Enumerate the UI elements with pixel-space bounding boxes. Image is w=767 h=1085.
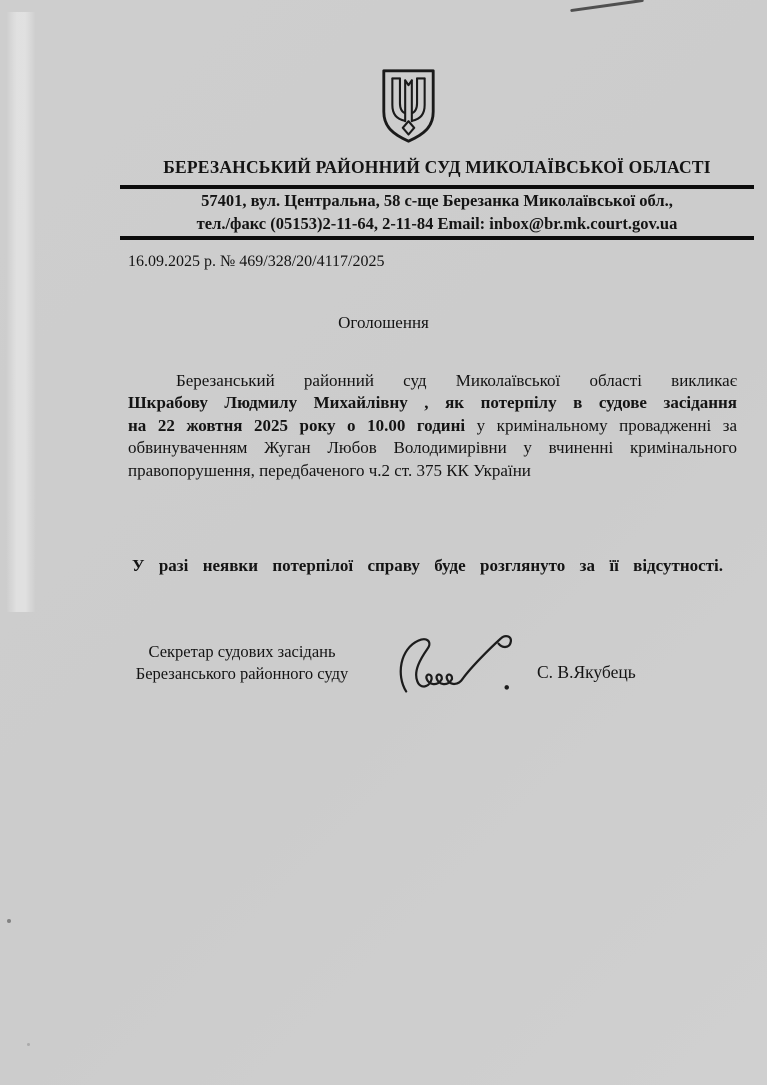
scan-speck — [7, 919, 11, 923]
scan-speck — [27, 1043, 30, 1046]
announcement-paragraph — [128, 370, 737, 482]
paragraph-segment: у кримінальному провадженні за — [465, 415, 737, 435]
court-address-block — [118, 190, 756, 235]
header-divider-line — [120, 236, 754, 240]
date-and-case-number: 16.09.2025 р. № 469/328/20/4117/2025 — [128, 253, 385, 270]
paragraph-line — [128, 415, 737, 437]
signatory-role — [126, 641, 358, 684]
paragraph-line — [128, 392, 737, 414]
scan-edge-highlight — [6, 12, 36, 612]
document-title: Оголошення — [338, 313, 429, 332]
paragraph-segment-bold: Шкрабову Людмилу Михайлівну , як потерпілу в судове засідання — [128, 393, 737, 413]
paragraph-line — [128, 460, 737, 482]
header-divider-line — [120, 185, 754, 189]
absence-notice: У разі неявки потерпілої справу буде розглянуто за її відсутності. — [132, 556, 723, 575]
scan-corner-mark — [570, 0, 644, 12]
paragraph-segment: Березанський районний суд Миколаївської області викликає — [176, 371, 737, 390]
court-contact-line: тел./факс (05153)2-11-64, 2-11-84 Email: inbox@br.mk.court.gov.ua — [196, 213, 678, 233]
ukraine-trident-emblem-icon — [379, 68, 438, 144]
paragraph-segment: обвинуваченням Жуган Любов Володимирівни у вчиненні кримінального — [128, 438, 737, 458]
signatory-role-line: Березанського районного суду — [135, 663, 349, 683]
paragraph-line — [128, 370, 737, 392]
signatory-role-line: Секретар судових засідань — [148, 642, 336, 661]
paragraph-segment: правопорушення, передбаченого ч.2 ст. 375 КК України — [128, 460, 531, 480]
handwritten-signature-icon — [396, 628, 524, 698]
court-name-heading: БЕРЕЗАНСЬКИЙ РАЙОННИЙ СУД МИКОЛАЇВСЬКОЇ ОБЛАСТІ — [163, 157, 711, 177]
paragraph-line — [128, 437, 737, 459]
court-address-line: 57401, вул. Центральна, 58 с-ще Березанка Миколаївської обл., — [201, 191, 673, 210]
signatory-name: С. В.Якубець — [537, 662, 636, 682]
paragraph-segment-bold: на 22 жовтня 2025 року о 10.00 годині — [128, 415, 466, 435]
